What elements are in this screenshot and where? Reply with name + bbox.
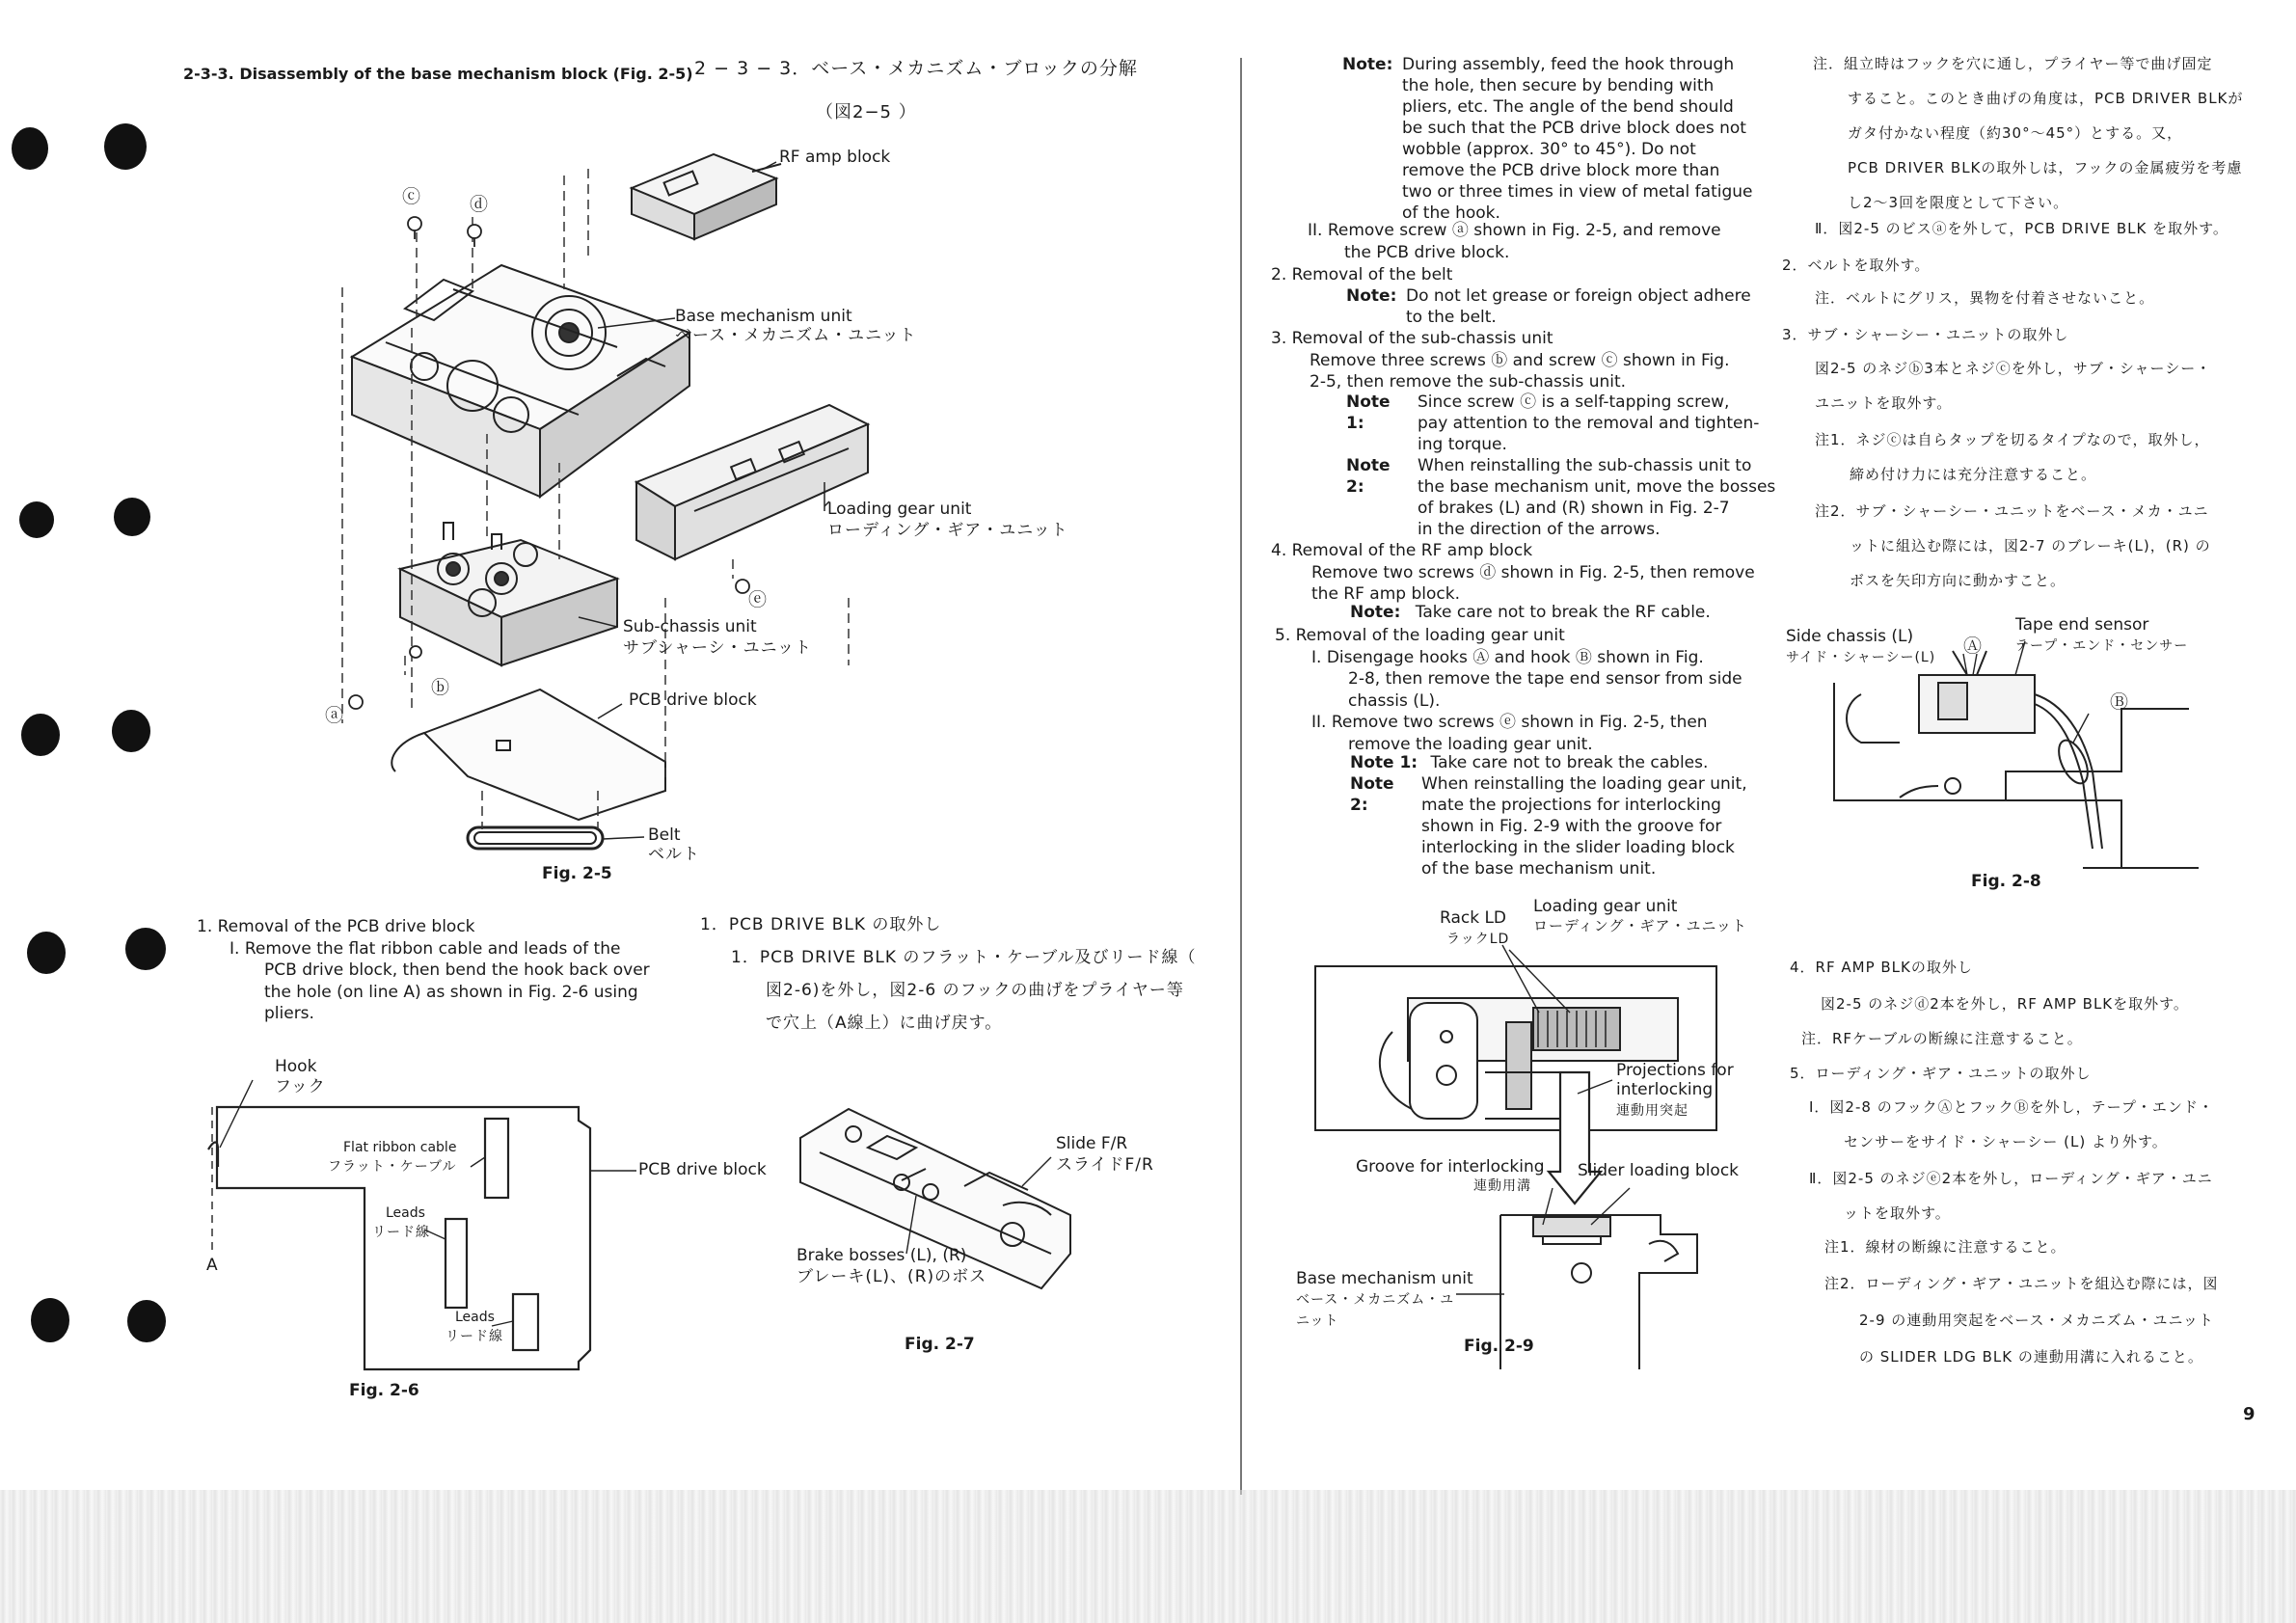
hook-label-en: Hook [275,1057,317,1076]
step1-en-line: the hole (on line A) as shown in Fig. 2-6 using [264,982,638,1002]
groove-label-en: Groove for interlocking [1356,1157,1545,1177]
side-chassis-label-en: Side chassis (L) [1786,627,1914,646]
step3-note1-jp-line: 締め付け力には充分注意すること。 [1850,466,2097,483]
pcb-label: PCB drive block [638,1160,767,1179]
brake-label-jp: ブレーキ(L)、(R)のボス [797,1267,987,1286]
note1-jp-line: すること。このとき曲げの角度は，PCB DRIVER BLKが [1848,90,2244,107]
note1-line: pliers, etc. The angle of the bend should [1402,97,1734,117]
step3-note2-label: Note 2: [1346,456,1391,497]
step2-note-line: Do not let grease or foreign object adhere [1406,286,1751,306]
step1-en-line: I. Remove the flat ribbon cable and leads of the [230,938,621,959]
fig29-base-en: Base mechanism unit [1296,1269,1473,1288]
step5-title: 5. Removal of the loading gear unit [1275,626,1565,645]
line-a-label: A [206,1256,218,1275]
note1-line: During assembly, feed the hook through [1402,55,1735,74]
step5-note1-text: Take care not to break the cables. [1430,753,1709,772]
section-heading-jp-fig: （図2−5 ） [816,102,917,122]
note1-label: Note: [1342,55,1393,74]
leads1-label-jp: リード線 [372,1225,430,1240]
step5-I-jp [1809,1090,2214,1159]
leads2-label-en: Leads [455,1310,495,1325]
rack-label-jp: ラックLD [1446,932,1510,947]
sub-chassis-label-jp: サブシャーシ・ユニット [623,638,812,658]
step5-I-line: chassis (L). [1348,690,1441,711]
step1-II-jp: Ⅱ．図2-5 のビスⓐを外して，PCB DRIVE BLK を取外す。 [1815,220,2228,237]
screw-c-label: ⓒ [402,186,421,207]
step5-II-line: remove the loading gear unit. [1348,734,1593,754]
slide-label-jp: スライドF/R [1056,1155,1154,1175]
note1-line: of the hook. [1402,203,1500,223]
step5-note2-label: Note 2: [1350,774,1394,815]
step3-line: 2-5, then remove the sub-chassis unit. [1310,372,1627,392]
hook-a-label: Ⓐ [1963,636,1983,657]
fig29-loading-jp: ローディング・ギア・ユニット [1533,917,1747,934]
step4-jp-line: 図2-5 のネジⓓ2本を外し，RF AMP BLKを取外す。 [1821,995,2189,1013]
fig-2-6-caption: Fig. 2-6 [349,1381,419,1400]
belt-label-en: Belt [648,825,681,845]
section-heading: 2-3-3. Disassembly of the base mechanism block (Fig. 2-5) [183,65,693,83]
screw-e-label: ⓔ [748,589,768,610]
groove-label-jp: 連動用溝 [1473,1178,1531,1194]
note1-jp-line: ガタ付かない程度（約30°〜45°）とする。又， [1848,124,2183,142]
step1-II-line: the PCB drive block. [1344,242,1510,262]
step2-note-label: Note: [1346,286,1397,306]
step3-note2-line: in the direction of the arrows. [1418,520,1661,539]
step2-jp: 2．ベルトを取外す。 [1782,257,1931,274]
step5-note2-line: of the base mechanism unit. [1421,859,1657,879]
step3-jp-line: 図2-5 のネジⓑ3本とネジⓒを外し，サブ・シャーシー・ [1815,360,2212,377]
step3-jp-line: ユニットを取外す。 [1815,394,1953,412]
step3-note2-line: the base mechanism unit, move the bosses [1418,477,1776,497]
loading-gear-label-en: Loading gear unit [827,500,972,519]
hook-label-jp: フック [275,1077,326,1096]
step5-note2-line: interlocking in the slider loading block [1421,838,1735,857]
step1-jp-line: で穴上（A線上）に曲げ戻す。 [766,1014,1003,1033]
screw-a-label: ⓐ [325,705,344,726]
page-number: 9 [2243,1404,2255,1424]
note1-line: the hole, then secure by bending with [1402,76,1715,95]
step3-title: 3. Removal of the sub-chassis unit [1271,329,1553,348]
slide-label-en: Slide F/R [1056,1134,1128,1153]
step5-I-line: I. Disengage hooks Ⓐ and hook Ⓑ shown in Fig. [1311,647,1704,667]
proj-label-en2: interlocking [1616,1080,1714,1099]
step4-line: Remove two screws ⓓ shown in Fig. 2-5, then remove [1311,562,1755,582]
leads1-label-en: Leads [386,1205,425,1221]
step3-note2-jp-line: 注2．サブ・シャーシー・ユニットをベース・メカ・ユニ [1815,502,2209,520]
note1-jp-line: PCB DRIVER BLKの取外しは，フックの金属疲労を考慮 [1848,159,2243,176]
step5-note2-jp-line: 2-9 の連動用突起をベース・メカニズム・ユニット [1859,1312,2214,1329]
step5-II-jp-line: ットを取外す。 [1844,1204,1951,1222]
note1-line: be such that the PCB drive block does not [1402,119,1746,138]
step3-note1-line: pay attention to the removal and tighten- [1418,414,1760,433]
proj-label-jp: 連動用突起 [1616,1103,1688,1119]
base-mech-label-en: Base mechanism unit [675,307,852,326]
step1-en-line: pliers. [264,1004,314,1023]
ribbon-label-jp: フラット・ケーブル [328,1159,457,1175]
ribbon-label-en: Flat ribbon cable [343,1140,457,1155]
step1-jp-line: 1．PCB DRIVE BLK のフラット・ケーブル及びリード線（ [731,948,1197,967]
step5-II-line: II. Remove two screws ⓔ shown in Fig. 2-5, then [1311,713,1708,732]
screw-d-label: ⓓ [470,194,489,215]
step1-en-title: 1. Removal of the PCB drive block [197,917,475,936]
sub-chassis-label-en: Sub-chassis unit [623,617,757,636]
section-heading-jp: 2 − 3 − 3．ベース・メカニズム・ブロックの分解 [694,58,1138,79]
step3-note1-line: ing torque. [1418,435,1507,454]
step5-I-line: 2-8, then remove the tape end sensor from side [1348,669,1742,689]
fig29-base-jp1: ベース・メカニズム・ユ [1296,1292,1455,1308]
side-chassis-label-jp: サイド・シャーシー(L) [1786,650,1936,665]
leads2-label-jp: リード線 [446,1329,503,1344]
step5-note2-line: mate the projections for interlocking [1421,796,1721,815]
fig-2-9-caption: Fig. 2-9 [1464,1337,1534,1356]
step3-note2-line: When reinstalling the sub-chassis unit to [1418,456,1752,475]
tape-end-label-jp: テープ・エンド・センサー [2015,638,2189,654]
step5-II-jp [1809,1161,2213,1231]
fig29-loading-en: Loading gear unit [1533,897,1678,916]
note1-line: two or three times in view of metal fatigue [1402,182,1753,202]
step3-note2-jp-line: ットに組込む際には，図2-7 のブレーキ(L)，(R) の [1850,537,2211,555]
note1-line: wobble (approx. 30° to 45°). Do not [1402,140,1696,159]
note1-jp-line: 注．組立時はフックを穴に通し，プライヤー等で曲げ固定 [1813,55,2213,72]
fig-2-8-caption: Fig. 2-8 [1971,872,2041,891]
belt-label-jp: ベルト [648,845,700,864]
step5-I-jp-line: センサーをサイド・シャーシー (L) より外す。 [1844,1133,2168,1150]
step4-line: the RF amp block. [1311,584,1460,604]
rf-amp-label: RF amp block [779,148,891,167]
step2-title: 2. Removal of the belt [1271,265,1453,284]
step4-note-label: Note: [1350,603,1401,622]
note1-line: remove the PCB drive block more than [1402,161,1720,180]
step5-note1-label: Note 1: [1350,753,1418,772]
step3-note1-label: Note 1: [1346,392,1391,433]
step1-II-line: II. Remove screw ⓐ shown in Fig. 2-5, and remove [1308,221,1721,240]
proj-label-en1: Projections for [1616,1061,1734,1080]
step5-note2-jp-line: の SLIDER LDG BLK の連動用溝に入れること。 [1859,1348,2203,1366]
step3-note2-jp-line: ボスを矢印方向に動かすこと。 [1850,572,2066,589]
step5-note1-jp: 注1．線材の断線に注意すること。 [1824,1238,2066,1256]
brake-label-en: Brake bosses (L), (R) [797,1246,967,1265]
rack-label-en: Rack LD [1440,908,1507,928]
step3-note1-jp-line: 注1．ネジⓒは自らタップを切るタイプなので，取外し， [1815,431,2210,448]
step3-jp: 3．サブ・シャーシー・ユニットの取外し [1782,326,2069,343]
step1-jp-title: 1．PCB DRIVE BLK の取外し [700,915,942,934]
step3-line: Remove three screws ⓑ and screw ⓒ shown in Fig. [1310,350,1730,370]
step4-note-text: Take care not to break the RF cable. [1415,603,1711,622]
screw-b-label: ⓑ [431,677,450,698]
step5-jp: 5．ローディング・ギア・ユニットの取外し [1790,1065,2092,1082]
step5-I-jp-line: Ⅰ．図2-8 のフックⒶとフックⒷを外し，テープ・エンド・ [1809,1098,2214,1116]
step5-note2-jp-line: 注2．ローディング・ギア・ユニットを組込む際には，図 [1824,1275,2219,1292]
step5-note2-line: When reinstalling the loading gear unit, [1421,774,1747,794]
step1-jp-line: 図2-6)を外し，図2-6 のフックの曲げをプライヤー等 [766,981,1184,1000]
step4-jp: 4．RF AMP BLKの取外し [1790,959,1973,976]
base-mech-label-jp: ベース・メカニズム・ユニット [675,326,917,345]
step2-note-line: to the belt. [1406,308,1497,327]
note1-jp-line: し2〜3回を限度として下さい。 [1848,194,2069,211]
fig-2-7-caption: Fig. 2-7 [905,1335,975,1354]
step4-note-jp: 注．RFケーブルの断線に注意すること。 [1801,1030,2083,1047]
step5-note2-jp [1824,1265,2218,1375]
hook-b-label: Ⓑ [2110,691,2129,713]
slider-label: Slider loading block [1578,1161,1740,1180]
step1-en-line: PCB drive block, then bend the hook back over [264,960,650,980]
pcb-drive-label: PCB drive block [629,690,757,710]
fig29-base-jp2: ニット [1296,1313,1339,1329]
step3-note2-line: of brakes (L) and (R) shown in Fig. 2-7 [1418,499,1730,518]
step3-note1-line: Since screw ⓒ is a self-tapping screw, [1418,392,1730,412]
step2-note-jp: 注．ベルトにグリス，異物を付着させないこと。 [1815,289,2155,307]
loading-gear-label-jp: ローディング・ギア・ユニット [827,521,1068,540]
step5-II-jp-line: Ⅱ．図2-5 のネジⓔ2本を外し，ローディング・ギア・ユニ [1809,1170,2213,1187]
fig-2-5-caption: Fig. 2-5 [542,864,612,883]
step4-title: 4. Removal of the RF amp block [1271,541,1533,560]
step5-note2-line: shown in Fig. 2-9 with the groove for [1421,817,1722,836]
tape-end-label-en: Tape end sensor [2015,615,2149,635]
